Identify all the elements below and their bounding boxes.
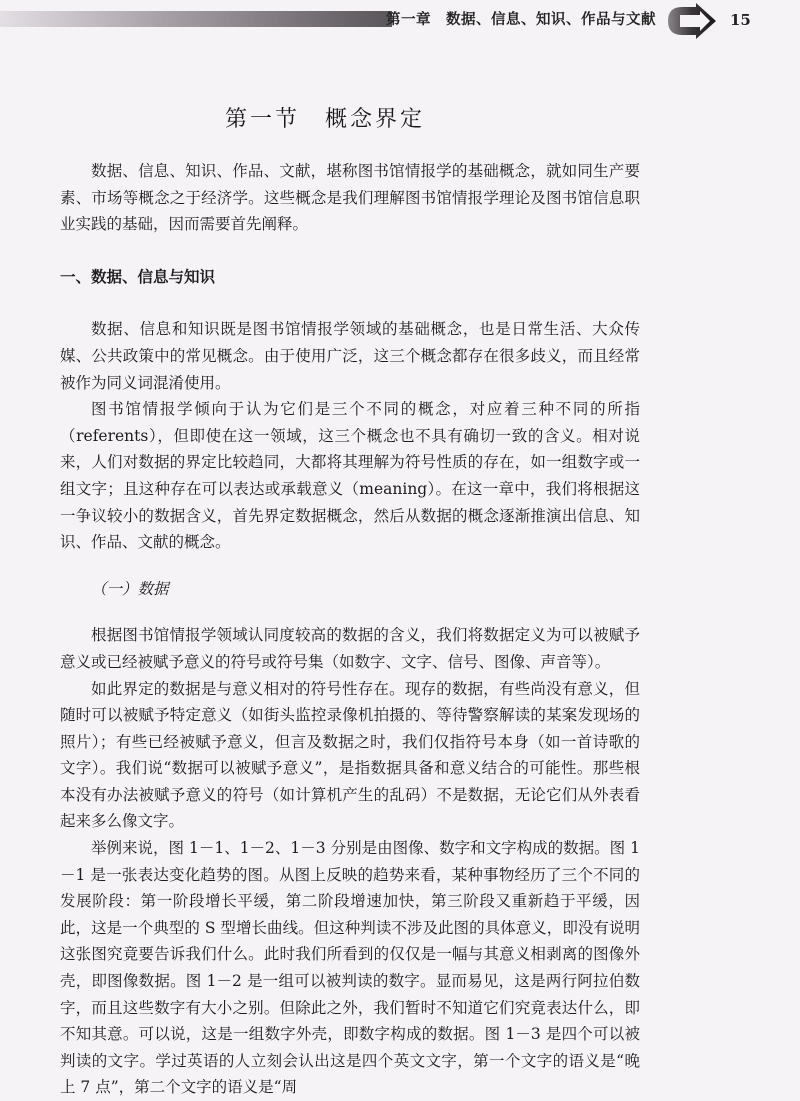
paragraph-1: 数据、信息和知识既是图书馆情报学领域的基础概念，也是日常生活、大众传媒、公共政策中的常见概念。由于使用广泛，这三个概念都存在很多歧义，而且经常被作为同义词混淆使用。 <box>60 320 640 392</box>
page-number: 15 <box>730 11 751 29</box>
spacer <box>60 238 640 264</box>
subheading-data: （一）数据 <box>91 579 169 598</box>
spacer <box>60 556 640 576</box>
paragraph-2: 图书馆情报学倾向于认为它们是三个不同的概念，对应着三种不同的所指（referents），但即使在这一领域，这三个概念也不具有确切一致的含义。相对说来，人们对数据的界定比较趋同，大都将其理解为符号性质的存在，如一组数字或一组文字；且这种存在可以表达或承载意义（meaning）。在这一章中，我们将根据这一争议较小的数据含义，首先界定数据概念，然后从数据的概念逐渐推演出信息、知识、作品、文献的概念。 <box>60 400 640 552</box>
heading-data-information-knowledge: 一、数据、信息与知识 <box>60 267 216 286</box>
intro-paragraph: 数据、信息、知识、作品、文献，堪称图书馆情报学的基础概念，就如同生产要素、市场等概念之于经济学。这些概念是我们理解图书馆情报学理论及图书馆信息职业实践的基础，因而需要首先阐释。 <box>60 162 640 234</box>
paragraph-5: 举例来说，图 1－1、1－2、1－3 分别是由图像、数字和文字构成的数据。图 1－1 是一张表达变化趋势的图。从图上反映的趋势来看，某种事物经历了三个不同的发展阶段：第一阶段增长平缓，第二阶段增速加快，第三阶段又重新趋于平缓，因此，这是一个典型的 S 型增长曲线。但这种判读不涉及此图的具体意义，即没有说明这张图究竟要告诉我们什么。此时我们所看到的仅仅是一幅与其意义相剥离的图像外壳，即图像数据。图 1－2 是一组可以被判读的数字。显而易见，这是两行阿拉伯数字，而且这些数字有大小之别。但除此之外，我们暂时不知道它们究竟表达什么，即不知其意。可以说，这是一组数字外壳，即数字构成的数据。图 1－3 是四个可以被判读的文字。学过英语的人立刻会认出这是四个英文文字，第一个文字的语义是“晚上 7 点”，第二个文字的语义是“周 <box>60 839 640 1097</box>
paragraph-3: 根据图书馆情报学领域认同度较高的数据的含义，我们将数据定义为可以被赋予意义或已经被赋予意义的符号或符号集（如数字、文字、信号、图像、声音等）。 <box>60 626 640 671</box>
body-text <box>60 158 640 1101</box>
spacer <box>60 602 640 622</box>
running-header <box>0 0 800 44</box>
header-gradient-bar <box>0 11 392 27</box>
spacer <box>60 290 640 316</box>
section-title: 第一节 概念界定 <box>224 107 425 132</box>
right-arrow-icon <box>666 3 718 39</box>
header-chapter-title: 第一章 数据、信息、知识、作品与文献 <box>386 12 656 28</box>
paragraph-4: 如此界定的数据是与意义相对的符号性存在。现存的数据，有些尚没有意义，但随时可以被赋予特定意义（如街头监控录像机拍摄的、等待警察解读的某案发现场的照片）；有些已经被赋予意义，但言及数据之时，我们仅指符号本身（如一首诗歌的文字）。我们说“数据可以被赋予意义”，是指数据具备和意义结合的可能性。那些根本没有办法被赋予意义的符号（如计算机产生的乱码）不是数据，无论它们从外表看起来多么像文字。 <box>60 679 640 831</box>
